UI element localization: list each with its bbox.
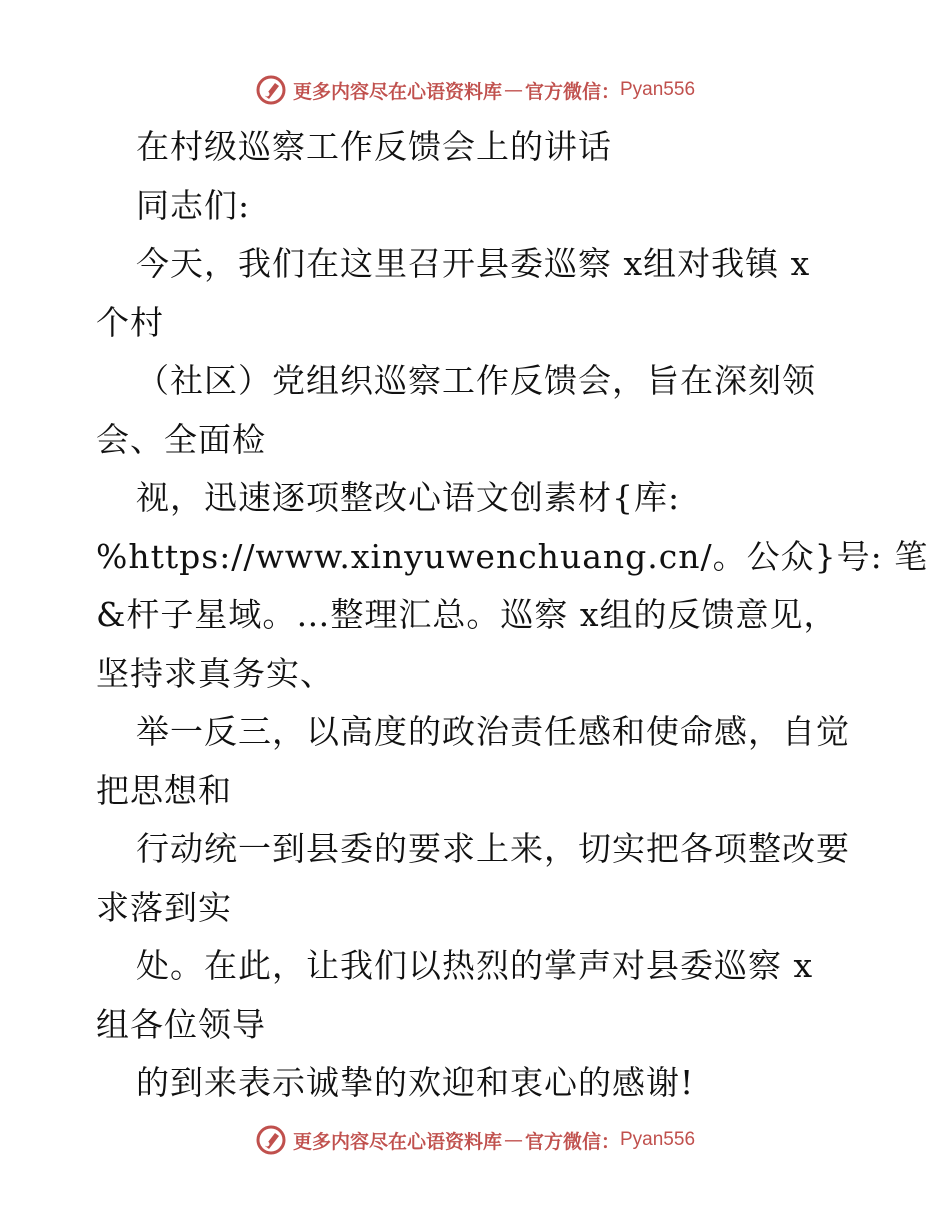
banner-separator: — <box>503 79 523 101</box>
banner-wechat-id: Pyan556 <box>620 79 696 100</box>
doc-line: %https://www.xinyuwenchuang.cn/。公众}号: 笔 <box>96 536 929 576</box>
doc-line: 的到来表示诚挚的欢迎和衷心的感谢! <box>136 1063 695 1102</box>
doc-line: 把思想和 <box>96 770 232 810</box>
doc-line: 同志们: <box>136 185 251 225</box>
pen-logo-icon <box>255 1124 287 1156</box>
banner-text: 更多内容尽在心语资料库 <box>292 80 502 103</box>
doc-line: 视，迅速逐项整改心语文创素材{库: <box>136 478 681 517</box>
header-banner <box>0 70 950 110</box>
pen-logo-icon <box>255 74 287 106</box>
doc-line: 个村 <box>96 302 164 342</box>
banner-wechat-label: 官方微信： <box>524 1130 620 1153</box>
banner-wechat-id: Pyan556 <box>620 1129 696 1150</box>
doc-line: 会、全面检 <box>96 419 266 459</box>
doc-line: 举一反三，以高度的政治责任感和使命感，自觉 <box>136 712 850 751</box>
doc-line: 在村级巡察工作反馈会上的讲话 <box>136 127 612 166</box>
doc-line: &杆子星域。…整理汇总。巡察 x组的反馈意见， <box>96 595 838 634</box>
doc-line: 求落到实 <box>96 887 232 927</box>
document-body <box>96 118 929 1113</box>
footer-banner <box>0 1120 950 1160</box>
doc-line: 今天，我们在这里召开县委巡察 x组对我镇 x <box>136 244 811 283</box>
doc-line: 坚持求真务实、 <box>96 653 334 693</box>
banner-wechat-label: 官方微信： <box>524 80 620 103</box>
banner-separator: — <box>503 1129 523 1151</box>
doc-line: 处。在此，让我们以热烈的掌声对县委巡察 x <box>136 946 814 985</box>
banner-text: 更多内容尽在心语资料库 <box>292 1130 502 1153</box>
doc-line: （社区）党组织巡察工作反馈会，旨在深刻领 <box>136 361 816 400</box>
doc-line: 组各位领导 <box>96 1004 266 1044</box>
doc-line: 行动统一到县委的要求上来，切实把各项整改要 <box>136 829 850 868</box>
